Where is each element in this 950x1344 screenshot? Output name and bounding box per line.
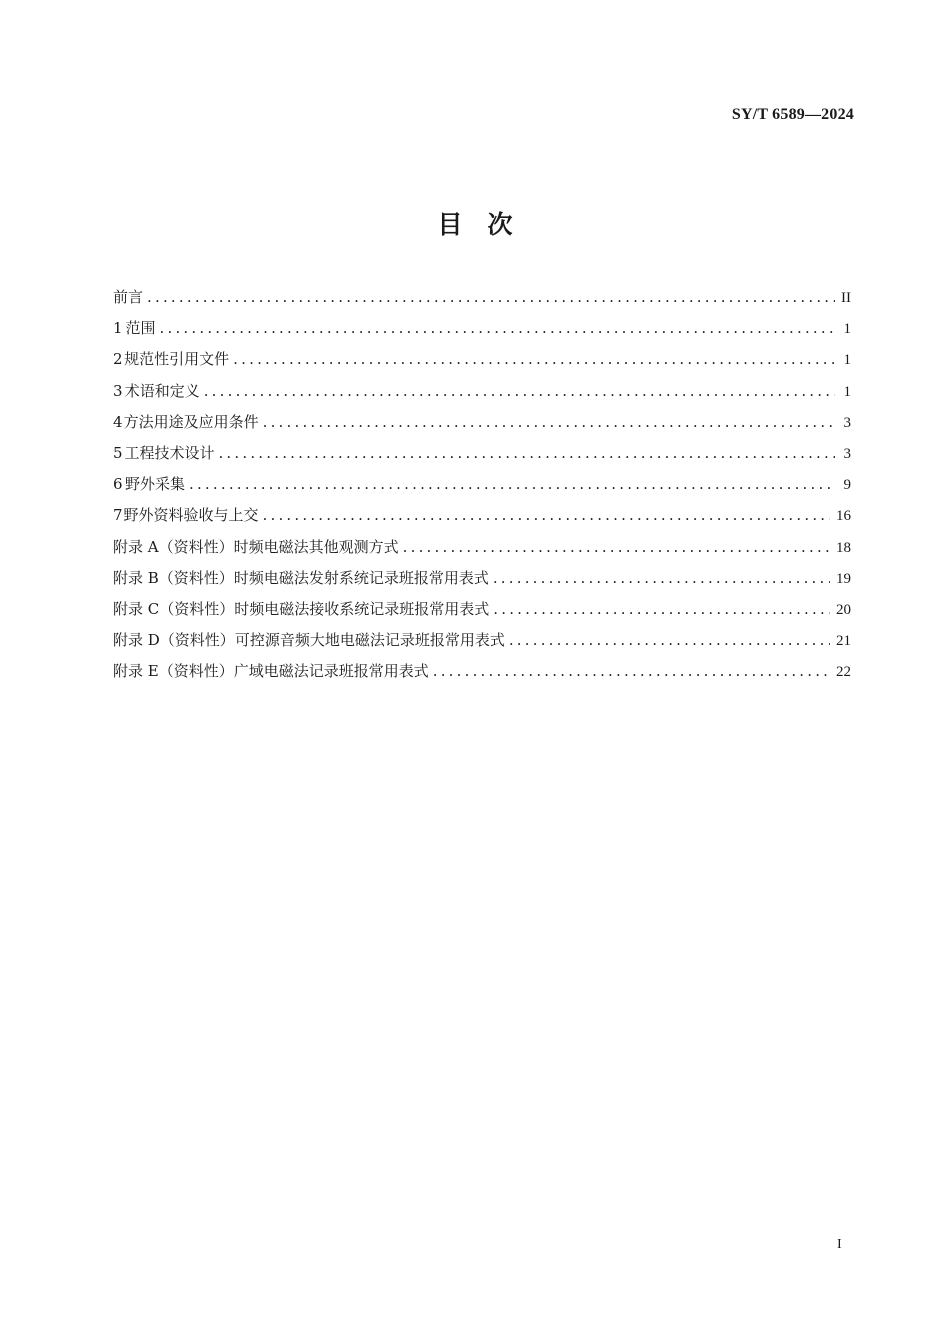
appendix-label: 附录 A	[113, 537, 159, 556]
appendix-title: 时频电磁法发射系统记录班报常用表式	[233, 568, 489, 587]
toc-entry-title: 野外资料验收与上交	[123, 506, 259, 525]
toc-entry-title: 范围	[125, 319, 156, 338]
toc-page-number: 9	[843, 477, 851, 494]
appendix-nature: （资料性）	[159, 599, 235, 618]
page-title: 目 次	[437, 210, 513, 239]
toc-page-number: 18	[836, 539, 851, 556]
toc-entry-title: 术语和定义	[124, 381, 200, 400]
toc-entry-3[interactable]	[113, 380, 851, 411]
toc-page-number: 19	[836, 570, 851, 587]
toc-dot-leader	[493, 569, 830, 587]
toc-page-number: 3	[843, 445, 851, 462]
toc-dot-leader	[433, 662, 830, 680]
toc-dot-leader	[509, 631, 830, 649]
appendix-label: 附录 C	[113, 599, 160, 618]
toc-page-number: 3	[843, 414, 851, 431]
footer-page-number: I	[837, 1237, 842, 1252]
toc-entry-number: 4	[113, 412, 123, 431]
toc-dot-leader	[263, 413, 835, 431]
toc-entry-title: 前言	[113, 288, 144, 306]
toc-dot-leader	[403, 538, 830, 556]
toc-entry-title: 规范性引用文件	[124, 350, 230, 369]
toc-page-number: 22	[836, 664, 851, 681]
toc-entry-6[interactable]	[113, 473, 851, 504]
toc-dot-leader	[204, 382, 835, 400]
toc-dot-leader	[218, 444, 835, 462]
appendix-title: 广域电磁法记录班报常用表式	[233, 662, 429, 681]
toc-appendix-a[interactable]	[113, 536, 851, 567]
appendix-nature: （资料性）	[158, 568, 234, 587]
toc-entry-number: 6	[113, 475, 123, 494]
toc-page-number: 16	[836, 508, 851, 525]
toc-entry-number: 2	[113, 350, 123, 369]
appendix-title: 时频电磁法其他观测方式	[233, 537, 399, 556]
toc-dot-leader	[189, 475, 835, 493]
toc-dot-leader	[233, 350, 835, 368]
toc-entry-number: 3	[113, 381, 123, 400]
toc-appendix-e[interactable]	[113, 660, 851, 691]
appendix-title: 可控源音频大地电磁法记录班报常用表式	[234, 631, 505, 650]
appendix-nature: （资料性）	[158, 537, 234, 556]
toc-entry-4[interactable]	[113, 411, 851, 442]
toc-page-number: 1	[843, 321, 851, 338]
appendix-label: 附录 E	[113, 662, 159, 681]
appendix-label: 附录 D	[113, 631, 160, 650]
toc-entry-5[interactable]	[113, 442, 851, 473]
toc-entry-number: 7	[113, 506, 123, 525]
toc-entry-title: 方法用途及应用条件	[123, 412, 259, 431]
toc-dot-leader	[263, 506, 830, 524]
toc-appendix-b[interactable]	[113, 567, 851, 598]
toc-appendix-d[interactable]	[113, 629, 851, 660]
table-of-contents	[113, 286, 851, 691]
toc-dot-leader	[493, 600, 830, 618]
toc-page-number: 1	[843, 352, 851, 369]
toc-page-number: II	[841, 290, 851, 306]
appendix-nature: （资料性）	[158, 662, 234, 681]
toc-page-number: 20	[836, 601, 851, 618]
toc-entry-title: 野外采集	[124, 475, 185, 494]
appendix-label: 附录 B	[113, 568, 159, 587]
toc-entry-2[interactable]	[113, 348, 851, 379]
toc-entry-title: 工程技术设计	[124, 443, 215, 462]
toc-page-number: 1	[843, 383, 851, 400]
toc-dot-leader	[147, 288, 835, 306]
toc-page-number: 21	[836, 633, 851, 650]
toc-entry-7[interactable]	[113, 504, 851, 535]
appendix-nature: （资料性）	[159, 631, 235, 650]
toc-entry-number: 5	[113, 443, 123, 462]
toc-appendix-c[interactable]	[113, 598, 851, 629]
toc-entry-number: 1	[113, 319, 123, 338]
toc-entry-1[interactable]	[113, 317, 851, 348]
toc-entry-foreword[interactable]	[113, 286, 851, 317]
appendix-title: 时频电磁法接收系统记录班报常用表式	[234, 599, 490, 618]
standard-code: SY/T 6589—2024	[731, 106, 854, 123]
toc-dot-leader	[160, 319, 835, 337]
